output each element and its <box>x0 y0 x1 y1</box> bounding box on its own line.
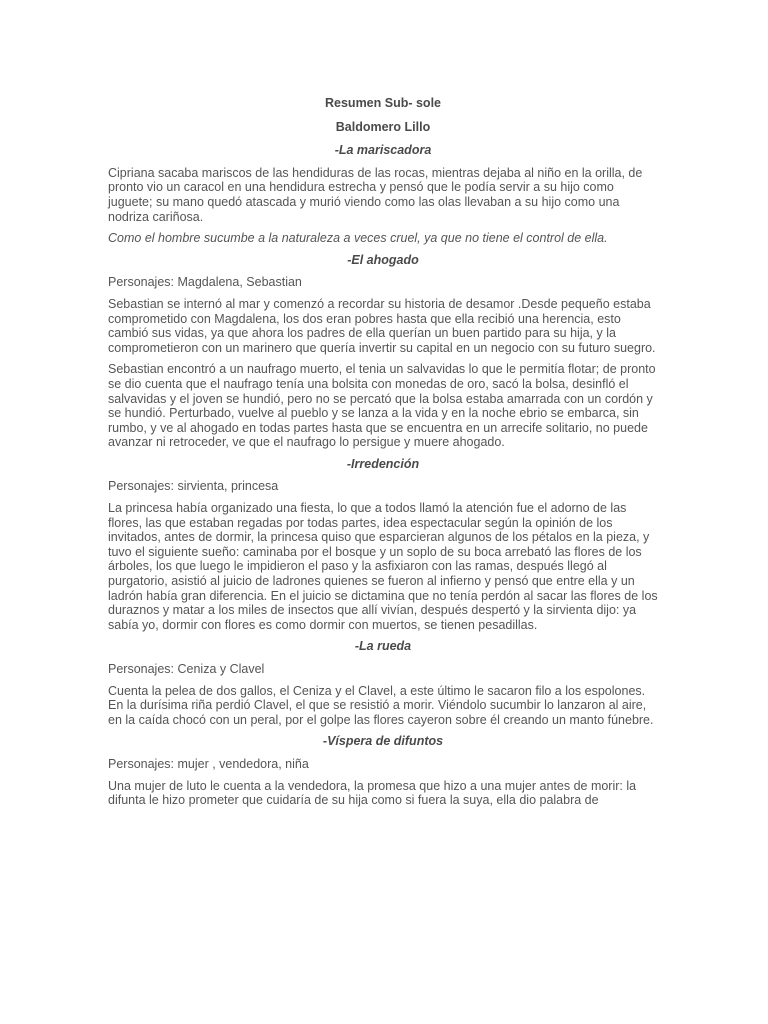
section-heading: -Irredención <box>346 456 420 471</box>
section-heading: -Víspera de difuntos <box>322 734 444 749</box>
section-paragraph: Sebastian encontró a un naufrago muerto, el tenia un salvavidas lo que le permitía flotar; de pronto se dio cuenta que el naufrago tenía una bolsita con monedas de oro, sacó la bolsa, desinfló el salvavidas y el joven se hundió, pero no se percató que la bolsa estaba amarrada con un cordón y se hundió. Perturbado, vuelve al pueblo y se lanza a la vida y en la noche ebrio se embarca, sin rumbo, y ve al ahogado en todas partes hasta que se encuentra en un arrecife solitario, no puede avanzar ni retroceder, ve que el naufrago lo persigue y muere ahogado. <box>108 362 656 450</box>
section-characters: Personajes: Magdalena, Sebastian <box>108 275 302 290</box>
section-characters: Personajes: mujer , vendedora, niña <box>108 756 309 771</box>
section-heading: -La rueda <box>354 639 412 654</box>
section-paragraph: Sebastian se internó al mar y comenzó a recordar su historia de desamor .Desde pequeño estaba comprometido con Magdalena, los dos eran pobres hasta que ella recibió una herencia, esto cambió sus vidas, ya que ahora los padres de ella querían un buen partido para su hija, y la comprometieron con un marinero que quería invertir su capital en un negocio con su futuro suegro. <box>108 296 656 355</box>
section-characters: Personajes: sirvienta, princesa <box>108 479 279 494</box>
document-title: Resumen Sub- sole <box>325 96 441 110</box>
section-paragraph: Cuenta la pelea de dos gallos, el Ceniza y el Clavel, a este último le sacaron filo a los espolones. En la durísima riña perdió Clavel, el que se resistió a morir. Viéndolo sucumbir lo lanzaron al aire, en la caída chocó con un peral, por el golpe las flores cayeron sobre él creando un manto fúnebre. <box>108 683 654 727</box>
section-note: Como el hombre sucumbe a la naturaleza a veces cruel, ya que no tiene el control de ella. <box>108 231 608 246</box>
document-page <box>108 96 658 815</box>
section-paragraph: Cipriana sacaba mariscos de las hendiduras de las rocas, mientras dejaba al niño en la orilla, de pronto vio un caracol en una hendidura estrecha y pensó que le podía servir a su hijo como juguete; su mano quedó atascada y murió viendo como las olas llevaban a su hijo como una nodriza cariñosa. <box>108 165 643 224</box>
section-paragraph: Una mujer de luto le cuenta a la vendedora, la promesa que hizo a una mujer antes de morir: la difunta le hizo prometer que cuidaría de su hija como si fuera la suya, ella dio palabra de <box>108 778 637 808</box>
document-author: Baldomero Lillo <box>335 119 431 134</box>
section-paragraph: La princesa había organizado una fiesta, lo que a todos llamó la atención fue el adorno de las flores, las que estaban regadas por todas partes, idea espectacular según la opinión de los invitados, antes de dormir, la princesa quiso que esparcieran algunos de los pétalos en la pieza, y tuvo el siguiente sueño: caminaba por el bosque y un soplo de su boca arrebató las flores de los árboles, los que luego le impidieron el paso y la asfixiaron con las ramas, después llegó al purgatorio, asistió al juicio de ladrones quienes se fueron al infierno y pensó que entre ella y un ladrón había gran diferencia. En el juicio se dictamina que no tenía perdón al sacar las flores de los duraznos y matar a los miles de insectos que allí vivían, después despertó y la sirvienta dijo: ya sabía yo, dormir con flores es como dormir con muertos, se tienen pesadillas. <box>108 501 658 632</box>
section-heading: -La mariscadora <box>334 143 432 158</box>
section-characters: Personajes: Ceniza y Clavel <box>108 662 265 676</box>
section-heading: -El ahogado <box>347 252 419 267</box>
